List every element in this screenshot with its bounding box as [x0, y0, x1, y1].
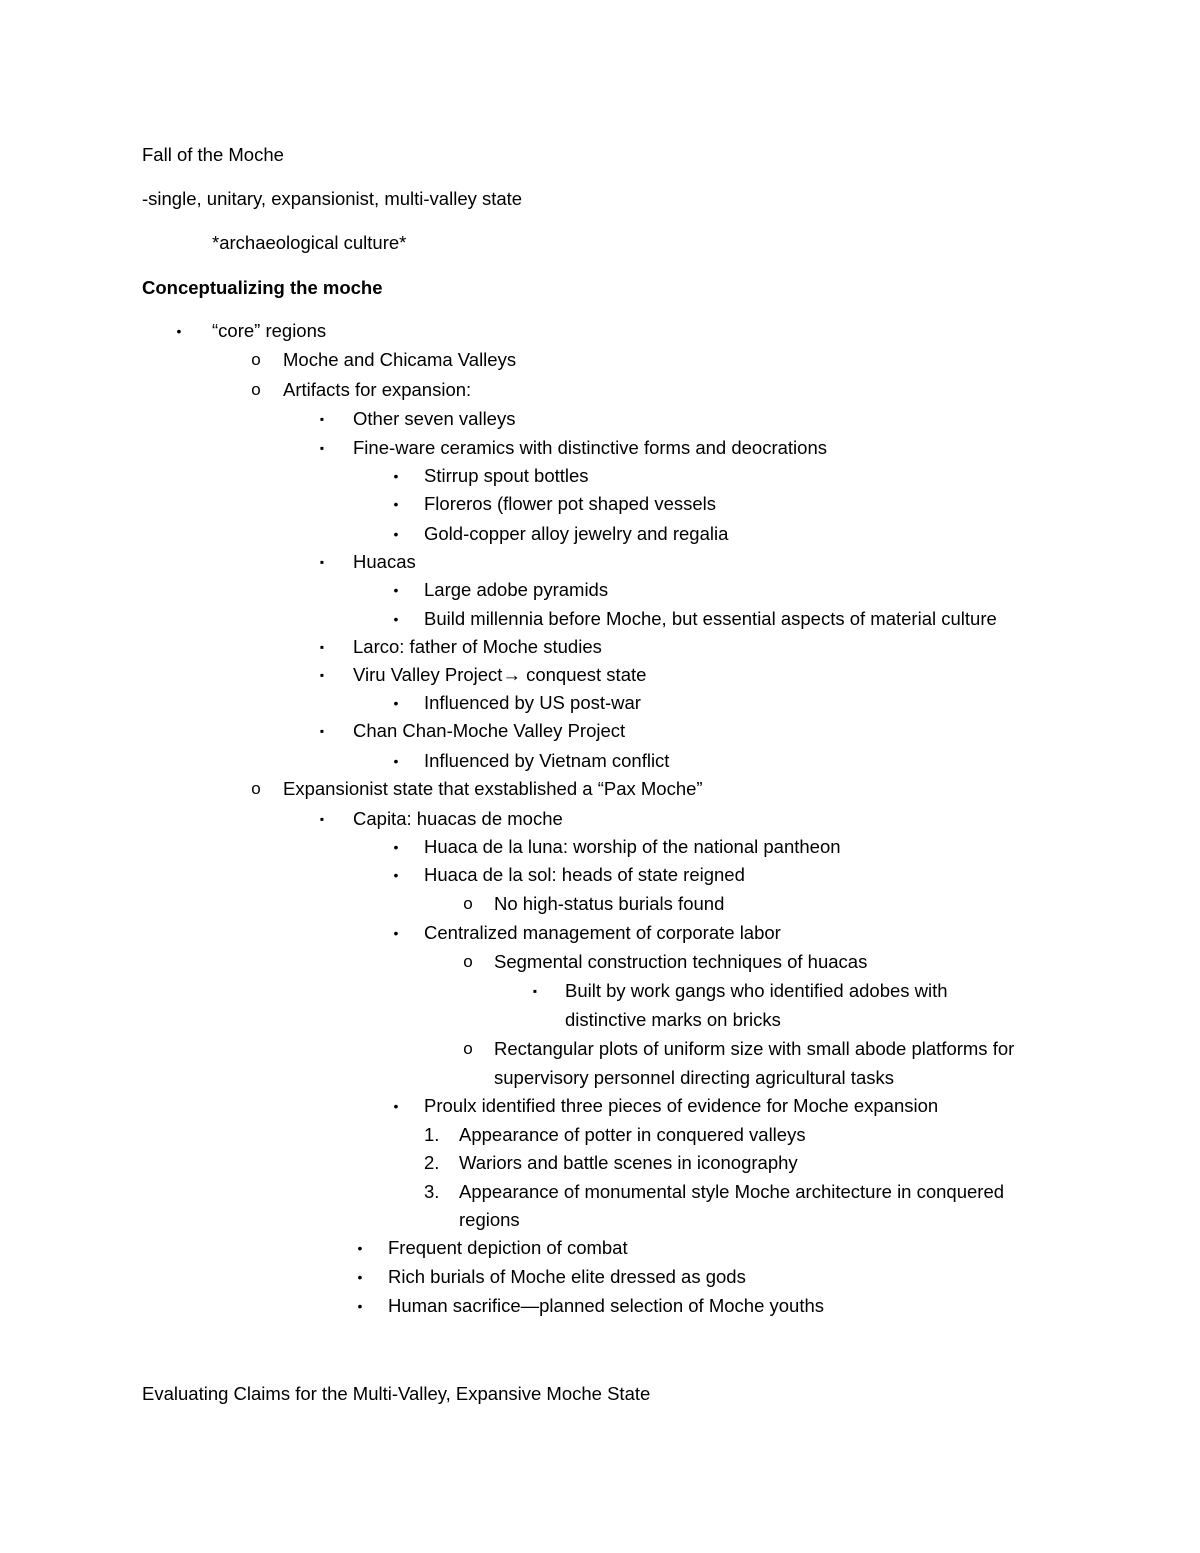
outline-item: Segmental construction techniques of huacas — [494, 951, 868, 972]
outline-item: Stirrup spout bottles — [424, 465, 589, 486]
outline-item: No high-status burials found — [494, 893, 725, 914]
outline-item: Gold-copper alloy jewelry and regalia — [424, 523, 729, 544]
square-marker: ▪ — [319, 668, 325, 682]
bullet-marker: • — [393, 468, 399, 484]
outline-item: Human sacrifice—planned selection of Moche youths — [388, 1295, 825, 1316]
square-marker: ▪ — [319, 555, 325, 569]
outline-item: Influenced by US post-war — [424, 692, 641, 713]
note-line: *archaeological culture* — [212, 232, 407, 253]
outline-item: Capita: huacas de moche — [353, 808, 563, 829]
outline-item: Rectangular plots of uniform size with small abode platforms for — [494, 1038, 1015, 1059]
square-marker: ▪ — [532, 984, 538, 998]
outline-item: Chan Chan-Moche Valley Project — [353, 720, 626, 741]
outline-item: Rich burials of Moche elite dressed as gods — [388, 1266, 746, 1287]
circle-marker: o — [251, 779, 261, 798]
document-title: Fall of the Moche — [142, 144, 284, 165]
bullet-marker: • — [393, 526, 399, 542]
outline-item-continuation: distinctive marks on bricks — [565, 1009, 781, 1030]
circle-marker: o — [463, 1039, 473, 1058]
outline-item: “core” regions — [212, 320, 327, 341]
outline-item: Floreros (flower pot shaped vessels — [424, 493, 717, 514]
outline-item-continuation: supervisory personnel directing agricultural tasks — [494, 1067, 894, 1088]
bullet-marker: • — [357, 1240, 363, 1256]
outline-item: Proulx identified three pieces of evidence for Moche expansion — [424, 1095, 939, 1116]
square-marker: ▪ — [319, 812, 325, 826]
outline-item: Viru Valley Project→ conquest state — [353, 664, 647, 685]
circle-marker: o — [251, 350, 261, 369]
outline-item: Larco: father of Moche studies — [353, 636, 602, 657]
footer-heading: Evaluating Claims for the Multi-Valley, Expansive Moche State — [142, 1383, 651, 1404]
bullet-marker: • — [393, 695, 399, 711]
square-marker: ▪ — [319, 441, 325, 455]
circle-marker: o — [463, 952, 473, 971]
section-heading: Conceptualizing the moche — [142, 277, 383, 298]
outline-item: Influenced by Vietnam conflict — [424, 750, 670, 771]
outline-item: Artifacts for expansion: — [283, 379, 472, 400]
outline-item: Huaca de la sol: heads of state reigned — [424, 864, 745, 885]
circle-marker: o — [251, 380, 261, 399]
intro-line: -single, unitary, expansionist, multi-valley state — [142, 188, 523, 209]
outline-item: Build millennia before Moche, but essential aspects of material culture — [424, 608, 997, 629]
outline-item: Moche and Chicama Valleys — [283, 349, 517, 370]
bullet-marker: • — [176, 323, 182, 339]
number-marker: 3. — [424, 1181, 440, 1202]
number-marker: 1. — [424, 1124, 440, 1145]
outline-item: Appearance of monumental style Moche architecture in conquered — [459, 1181, 1005, 1202]
outline-item: Huacas — [353, 551, 416, 572]
outline-item: Appearance of potter in conquered valleys — [459, 1124, 806, 1145]
outline-item: Centralized management of corporate labor — [424, 922, 781, 943]
bullet-marker: • — [357, 1269, 363, 1285]
outline-item-continuation: regions — [459, 1209, 520, 1230]
bullet-marker: • — [393, 582, 399, 598]
bullet-marker: • — [393, 867, 399, 883]
outline-item: Built by work gangs who identified adobes with — [565, 980, 948, 1001]
bullet-marker: • — [393, 925, 399, 941]
outline-item: Huaca de la luna: worship of the national pantheon — [424, 836, 841, 857]
outline-item: Large adobe pyramids — [424, 579, 609, 600]
bullet-marker: • — [357, 1298, 363, 1314]
outline-item: Frequent depiction of combat — [388, 1237, 628, 1258]
square-marker: ▪ — [319, 412, 325, 426]
outline-item: Other seven valleys — [353, 408, 516, 429]
outline-item: Expansionist state that exstablished a “Pax Moche” — [283, 778, 703, 799]
circle-marker: o — [463, 894, 473, 913]
square-marker: ▪ — [319, 640, 325, 654]
number-marker: 2. — [424, 1152, 440, 1173]
bullet-marker: • — [393, 496, 399, 512]
outline-item: Fine-ware ceramics with distinctive forms and deocrations — [353, 437, 827, 458]
bullet-marker: • — [393, 1098, 399, 1114]
square-marker: ▪ — [319, 724, 325, 738]
outline-item: Wariors and battle scenes in iconography — [459, 1152, 798, 1173]
bullet-marker: • — [393, 839, 399, 855]
bullet-marker: • — [393, 611, 399, 627]
bullet-marker: • — [393, 753, 399, 769]
